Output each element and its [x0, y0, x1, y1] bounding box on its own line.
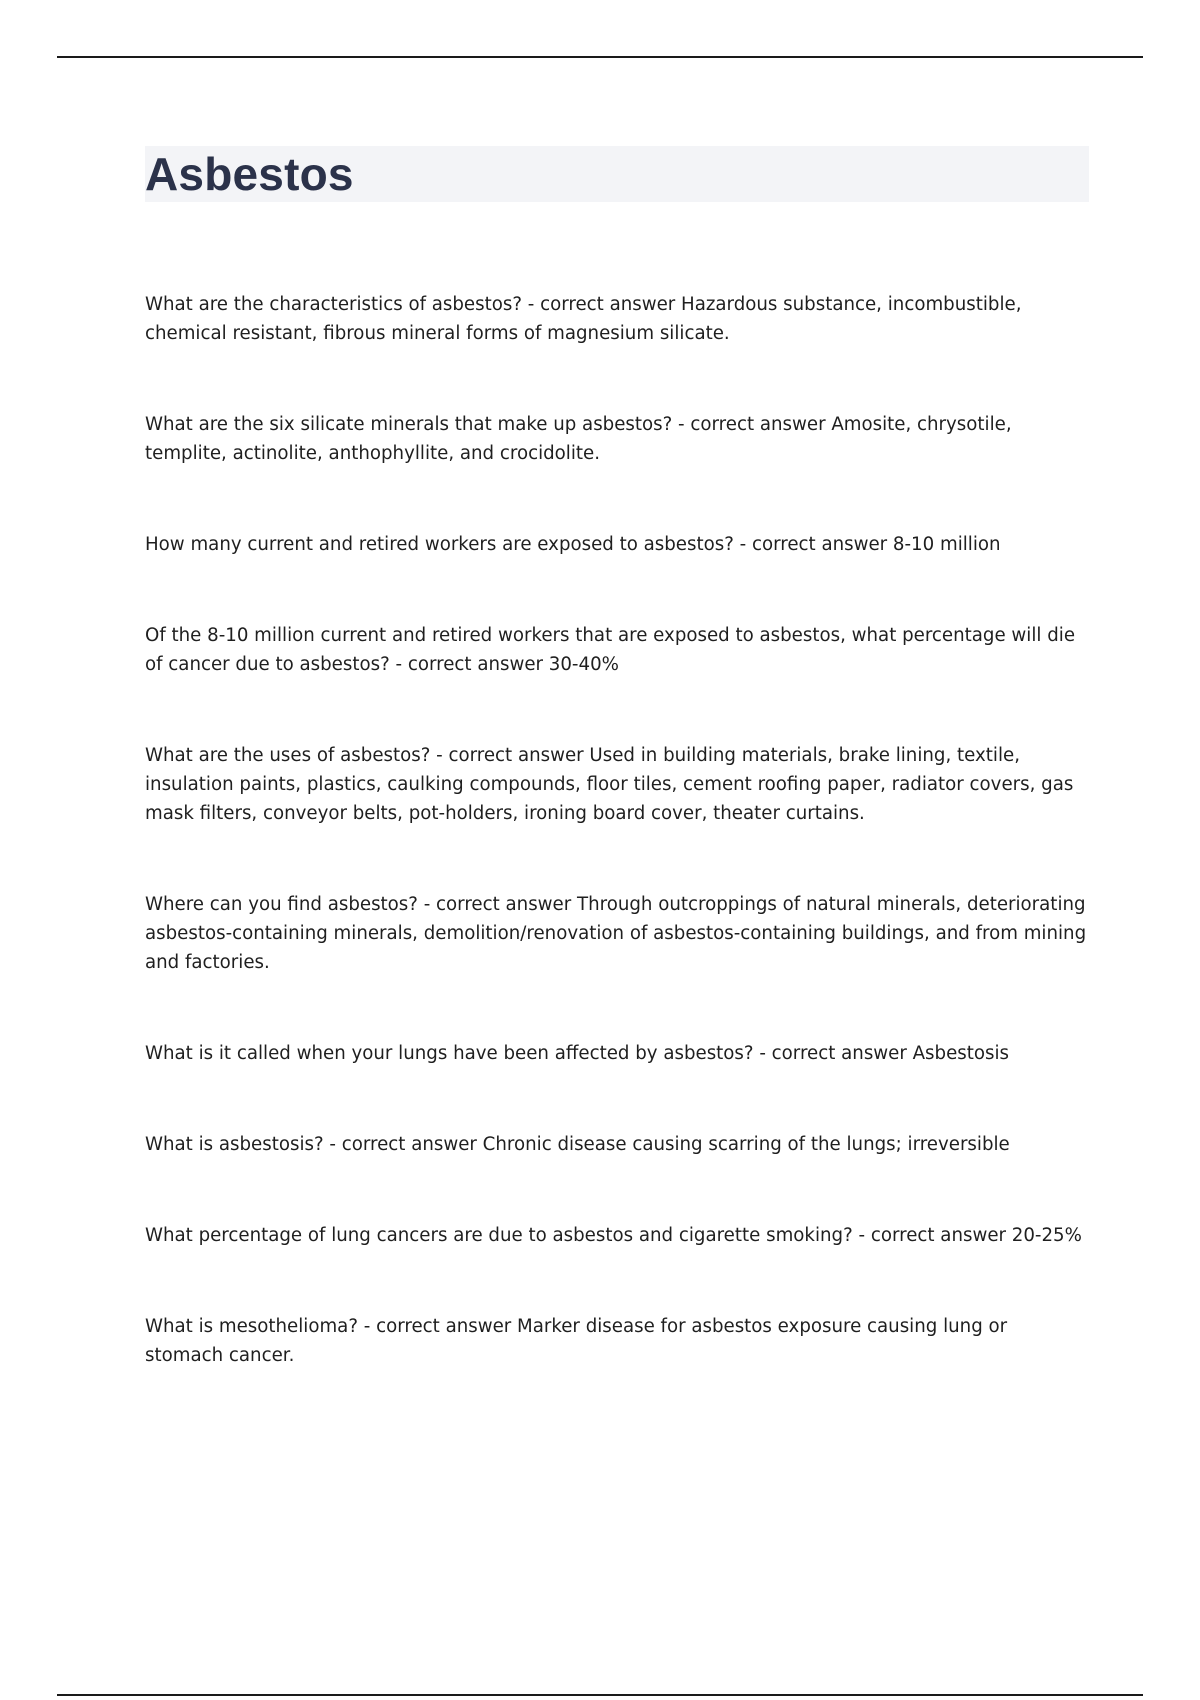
- qa-list: [145, 290, 1089, 1432]
- qa-item: Where can you find asbestos? - correct answer Through outcroppings of natural minerals, deteriorating asbestos-containing minerals, demolition/renovation of asbestos-containing buildings, and from mining and factories.: [145, 894, 1087, 973]
- top-rule: [57, 56, 1143, 58]
- qa-item: How many current and retired workers are exposed to asbestos? - correct answer 8-10 million: [145, 534, 1001, 555]
- qa-item: Of the 8-10 million current and retired workers that are exposed to asbestos, what percentage will die of cancer due to asbestos? - correct answer 30-40%: [145, 625, 1076, 675]
- qa-item: What is mesothelioma? - correct answer Marker disease for asbestos exposure causing lung or stomach cancer.: [145, 1316, 1008, 1366]
- title-band: [145, 146, 1089, 202]
- qa-item: What percentage of lung cancers are due to asbestos and cigarette smoking? - correct answer 20-25%: [145, 1225, 1082, 1246]
- qa-item: What is asbestosis? - correct answer Chronic disease causing scarring of the lungs; irreversible: [145, 1134, 1010, 1155]
- qa-item: What are the uses of asbestos? - correct answer Used in building materials, brake lining, textile, insulation paints, plastics, caulking compounds, floor tiles, cement roofing paper, radiator covers, gas mask filters, conveyor belts, pot-holders, ironing board cover, theater curtains.: [145, 745, 1074, 824]
- qa-item: What are the six silicate minerals that make up asbestos? - correct answer Amosite, chrysotile, templite, actinolite, anthophyllite, and crocidolite.: [145, 414, 1012, 464]
- page-title: Asbestos: [145, 148, 354, 200]
- bottom-rule: [57, 1694, 1143, 1696]
- qa-item: What is it called when your lungs have been affected by asbestos? - correct answer Asbestosis: [145, 1043, 1010, 1064]
- qa-item: What are the characteristics of asbestos? - correct answer Hazardous substance, incombustible, chemical resistant, fibrous mineral forms of magnesium silicate.: [145, 294, 1022, 344]
